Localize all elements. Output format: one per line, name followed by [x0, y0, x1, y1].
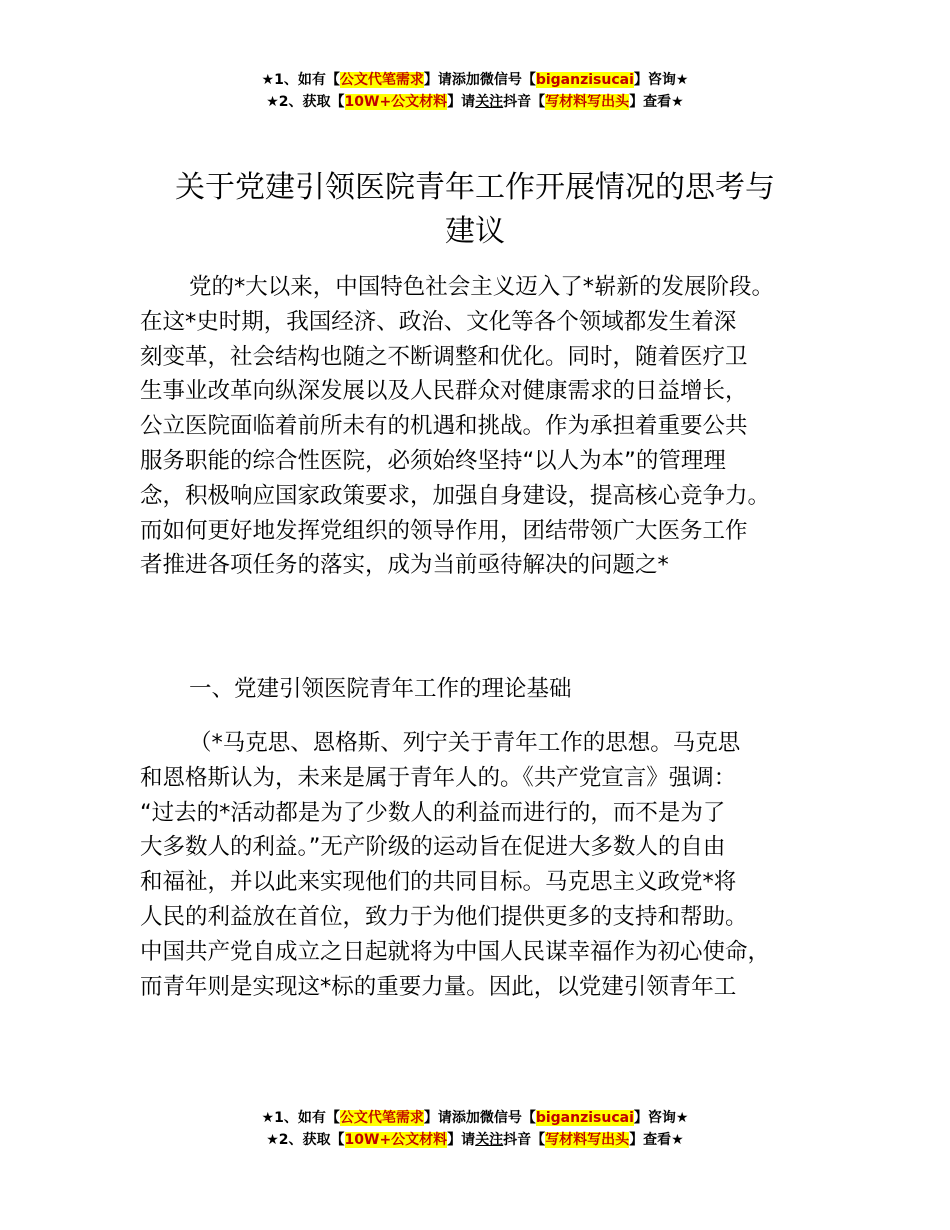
promo-highlight: 10W+公文材料: [344, 94, 448, 110]
promo-text: ★1、如有【: [261, 1110, 340, 1126]
paragraph-line: 而如何更好地发挥党组织的领导作用，团结带领广大医务工作: [140, 517, 748, 544]
title-line: 建议: [445, 214, 505, 249]
promo-line-2: [0, 1129, 950, 1151]
promo-header: [0, 69, 950, 113]
promo-line-1: [0, 1107, 950, 1129]
promo-line-2: [0, 91, 950, 113]
paragraph-line: 生事业改革向纵深发展以及人民群众对健康需求的日益增长，: [140, 378, 748, 405]
section-heading: [140, 672, 820, 707]
paragraph-line: 人民的利益放在首位，致力于为他们提供更多的支持和帮助。: [140, 903, 748, 930]
paragraph-line: 和福祉，并以此来实现他们的共同目标。马克思主义政党*将: [140, 869, 737, 896]
promo-wechat-id: biganzisucai: [535, 1110, 634, 1126]
promo-text: 微信号【: [479, 72, 536, 88]
promo-highlight: 10W+公文材料: [344, 1132, 448, 1148]
promo-line-1: [0, 69, 950, 91]
promo-text: 添加: [451, 72, 480, 88]
paragraph-line: 服务职能的综合性医院，必须始终坚持“以人为本”的管理理: [140, 447, 726, 474]
paragraph-line: 大多数人的利益。”无产阶级的运动旨在促进大多数人的自由: [140, 834, 726, 861]
promo-text: 添加: [451, 1110, 480, 1126]
promo-text: 抖音【: [503, 1132, 546, 1148]
paragraph-theory: [140, 726, 820, 1004]
promo-text: ★2、获取【: [266, 94, 345, 110]
paragraph-line: 念，积极响应国家政策要求，加强自身建设，提高核心竞争力。: [140, 482, 771, 509]
promo-text: 】咨询★: [633, 1110, 689, 1126]
promo-text: 关注: [475, 1132, 504, 1148]
promo-text: 】查看★: [629, 94, 684, 110]
promo-text: 】请: [447, 1132, 476, 1148]
promo-text: 抖音【: [503, 94, 546, 110]
promo-text: 微信号【: [479, 1110, 536, 1126]
promo-douyin-account: 写材料写出头: [545, 1132, 630, 1148]
paragraph-line: 和恩格斯认为，未来是属于青年人的。《共产党宣言》强调：: [140, 764, 737, 791]
paragraph-line: “过去的*活动都是为了少数人的利益而进行的，而不是为了: [140, 799, 726, 826]
heading-text: 一、党建引领医院青年工作的理论基础: [189, 676, 572, 702]
promo-douyin-account: 写材料写出头: [545, 94, 630, 110]
promo-text: 】咨询★: [633, 72, 689, 88]
paragraph-line: 者推进各项任务的落实，成为当前亟待解决的问题之*: [140, 552, 669, 579]
paragraph-line: 公立医院面临着前所未有的机遇和挑战。作为承担着重要公共: [140, 413, 748, 440]
promo-text: 】查看★: [629, 1132, 684, 1148]
paragraph-line: （*马克思、恩格斯、列宁关于青年工作的思想。马克思: [189, 730, 741, 756]
promo-text: ★1、如有【: [261, 72, 340, 88]
paragraph-line: 刻变革，社会结构也随之不断调整和优化。同时，随着医疗卫: [140, 343, 748, 370]
title-line: 关于党建引领医院青年工作开展情况的思考与: [175, 170, 775, 205]
promo-text: 】请: [423, 72, 452, 88]
promo-wechat-id: biganzisucai: [535, 72, 634, 88]
promo-highlight: 公文代笔需求: [339, 1110, 424, 1126]
paragraph-line: 而青年则是实现这*标的重要力量。因此，以党建引领青年工: [140, 973, 737, 1000]
document-title: [140, 166, 810, 254]
paragraph-intro: [140, 270, 820, 583]
promo-footer: [0, 1107, 950, 1151]
promo-text: ★2、获取【: [266, 1132, 345, 1148]
paragraph-line: 中国共产党自成立之日起就将为中国人民谋幸福作为初心使命，: [140, 938, 771, 965]
promo-text: 】请: [423, 1110, 452, 1126]
paragraph-line: 在这*史时期，我国经济、政治、文化等各个领域都发生着深: [140, 308, 737, 335]
promo-text: 关注: [475, 94, 504, 110]
paragraph-line: 党的*大以来，中国特色社会主义迈入了*崭新的发展阶段。: [189, 274, 775, 300]
promo-highlight: 公文代笔需求: [339, 72, 424, 88]
promo-text: 】请: [447, 94, 476, 110]
